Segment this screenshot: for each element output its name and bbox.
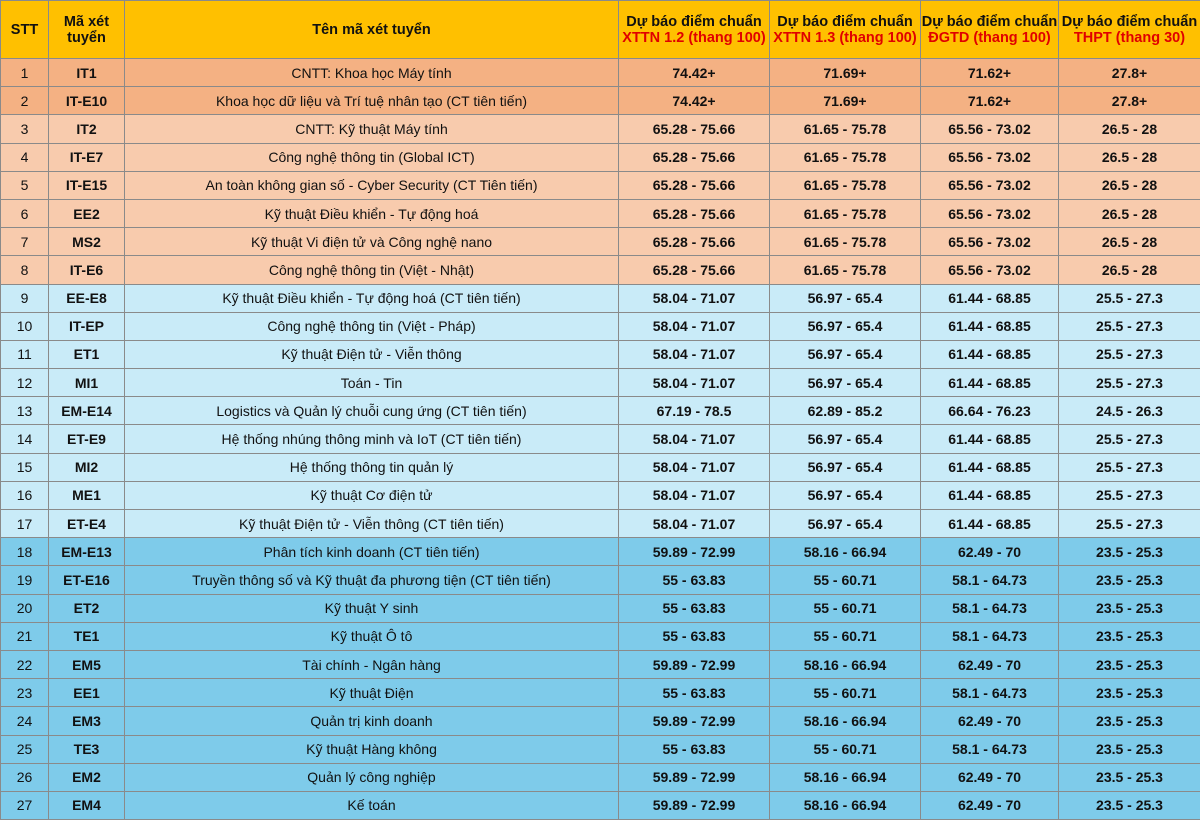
program-name-cell: Công nghệ thông tin (Việt - Pháp) <box>125 312 619 340</box>
header-forecast-label: Dự báo điểm chuẩn <box>921 13 1058 30</box>
table-row <box>1 735 1200 763</box>
code-cell: MI1 <box>49 369 125 397</box>
xttn12-cell: 65.28 - 75.66 <box>619 171 770 199</box>
stt-cell: 16 <box>1 481 49 509</box>
stt-cell: 8 <box>1 256 49 284</box>
table-row <box>1 425 1200 453</box>
table-row <box>1 59 1200 87</box>
table-body <box>1 59 1200 820</box>
xttn13-cell: 61.65 - 75.78 <box>770 256 921 284</box>
xttn12-cell: 59.89 - 72.99 <box>619 791 770 819</box>
xttn12-cell: 58.04 - 71.07 <box>619 312 770 340</box>
xttn13-cell: 55 - 60.71 <box>770 622 921 650</box>
xttn12-cell: 59.89 - 72.99 <box>619 538 770 566</box>
xttn12-cell: 55 - 63.83 <box>619 679 770 707</box>
thpt-cell: 24.5 - 26.3 <box>1059 397 1200 425</box>
code-cell: MI2 <box>49 453 125 481</box>
header-forecast-label: Dự báo điểm chuẩn <box>777 13 913 30</box>
program-name-cell: Phân tích kinh doanh (CT tiên tiến) <box>125 538 619 566</box>
dgtd-cell: 61.44 - 68.85 <box>921 453 1059 481</box>
stt-cell: 6 <box>1 199 49 227</box>
dgtd-cell: 58.1 - 64.73 <box>921 735 1059 763</box>
dgtd-cell: 65.56 - 73.02 <box>921 143 1059 171</box>
table-row <box>1 199 1200 227</box>
table-row <box>1 143 1200 171</box>
program-name-cell: Kế toán <box>125 791 619 819</box>
table-row <box>1 594 1200 622</box>
program-name-cell: Kỹ thuật Điện tử - Viễn thông <box>125 340 619 368</box>
program-name-cell: Logistics và Quản lý chuỗi cung ứng (CT tiên tiến) <box>125 397 619 425</box>
program-name-cell: CNTT: Khoa học Máy tính <box>125 59 619 87</box>
program-name-cell: Công nghệ thông tin (Việt - Nhật) <box>125 256 619 284</box>
thpt-cell: 26.5 - 28 <box>1059 228 1200 256</box>
thpt-cell: 27.8+ <box>1059 87 1200 115</box>
header-name: Tên mã xét tuyển <box>125 1 619 59</box>
code-cell: EM2 <box>49 763 125 791</box>
dgtd-cell: 61.44 - 68.85 <box>921 312 1059 340</box>
xttn13-cell: 61.65 - 75.78 <box>770 199 921 227</box>
dgtd-cell: 58.1 - 64.73 <box>921 566 1059 594</box>
table-row <box>1 284 1200 312</box>
table-row <box>1 397 1200 425</box>
thpt-cell: 26.5 - 28 <box>1059 256 1200 284</box>
stt-cell: 17 <box>1 510 49 538</box>
thpt-cell: 26.5 - 28 <box>1059 143 1200 171</box>
stt-cell: 3 <box>1 115 49 143</box>
stt-cell: 25 <box>1 735 49 763</box>
code-cell: ET-E9 <box>49 425 125 453</box>
xttn12-cell: 58.04 - 71.07 <box>619 510 770 538</box>
stt-cell: 13 <box>1 397 49 425</box>
xttn13-cell: 58.16 - 66.94 <box>770 791 921 819</box>
stt-cell: 15 <box>1 453 49 481</box>
code-cell: EM-E14 <box>49 397 125 425</box>
header-code: Mã xét tuyển <box>49 1 125 59</box>
xttn13-cell: 55 - 60.71 <box>770 594 921 622</box>
xttn13-cell: 56.97 - 65.4 <box>770 369 921 397</box>
table-row <box>1 763 1200 791</box>
xttn12-cell: 65.28 - 75.66 <box>619 143 770 171</box>
program-name-cell: Hệ thống thông tin quản lý <box>125 453 619 481</box>
thpt-cell: 26.5 - 28 <box>1059 171 1200 199</box>
program-name-cell: Kỹ thuật Ô tô <box>125 622 619 650</box>
dgtd-cell: 58.1 - 64.73 <box>921 679 1059 707</box>
program-name-cell: Khoa học dữ liệu và Trí tuệ nhân tạo (CT tiên tiến) <box>125 87 619 115</box>
xttn13-cell: 71.69+ <box>770 59 921 87</box>
table-row <box>1 481 1200 509</box>
dgtd-cell: 71.62+ <box>921 87 1059 115</box>
program-name-cell: CNTT: Kỹ thuật Máy tính <box>125 115 619 143</box>
program-name-cell: An toàn không gian số - Cyber Security (CT Tiên tiến) <box>125 171 619 199</box>
dgtd-cell: 65.56 - 73.02 <box>921 171 1059 199</box>
code-cell: IT2 <box>49 115 125 143</box>
thpt-cell: 23.5 - 25.3 <box>1059 622 1200 650</box>
dgtd-cell: 66.64 - 76.23 <box>921 397 1059 425</box>
thpt-cell: 23.5 - 25.3 <box>1059 566 1200 594</box>
dgtd-cell: 61.44 - 68.85 <box>921 481 1059 509</box>
dgtd-cell: 62.49 - 70 <box>921 650 1059 678</box>
thpt-cell: 23.5 - 25.3 <box>1059 763 1200 791</box>
table-row <box>1 679 1200 707</box>
table-row <box>1 340 1200 368</box>
thpt-cell: 23.5 - 25.3 <box>1059 707 1200 735</box>
thpt-cell: 26.5 - 28 <box>1059 199 1200 227</box>
thpt-cell: 25.5 - 27.3 <box>1059 510 1200 538</box>
table-row <box>1 791 1200 819</box>
table-row <box>1 538 1200 566</box>
program-name-cell: Công nghệ thông tin (Global ICT) <box>125 143 619 171</box>
dgtd-cell: 58.1 - 64.73 <box>921 594 1059 622</box>
xttn12-cell: 65.28 - 75.66 <box>619 256 770 284</box>
xttn12-cell: 65.28 - 75.66 <box>619 228 770 256</box>
code-cell: EE2 <box>49 199 125 227</box>
xttn12-cell: 58.04 - 71.07 <box>619 369 770 397</box>
xttn13-cell: 71.69+ <box>770 87 921 115</box>
header-forecast-label: Dự báo điểm chuẩn <box>626 13 762 30</box>
xttn12-cell: 67.19 - 78.5 <box>619 397 770 425</box>
thpt-cell: 23.5 - 25.3 <box>1059 791 1200 819</box>
header-col2-method: XTTN 1.3 (thang 100) <box>773 29 917 46</box>
stt-cell: 7 <box>1 228 49 256</box>
stt-cell: 27 <box>1 791 49 819</box>
thpt-cell: 25.5 - 27.3 <box>1059 481 1200 509</box>
stt-cell: 2 <box>1 87 49 115</box>
thpt-cell: 23.5 - 25.3 <box>1059 735 1200 763</box>
code-cell: TE3 <box>49 735 125 763</box>
xttn12-cell: 58.04 - 71.07 <box>619 340 770 368</box>
header-forecast-col3 <box>921 1 1059 59</box>
xttn12-cell: 55 - 63.83 <box>619 622 770 650</box>
xttn12-cell: 65.28 - 75.66 <box>619 199 770 227</box>
xttn13-cell: 61.65 - 75.78 <box>770 115 921 143</box>
thpt-cell: 23.5 - 25.3 <box>1059 538 1200 566</box>
xttn12-cell: 58.04 - 71.07 <box>619 284 770 312</box>
code-cell: IT-EP <box>49 312 125 340</box>
xttn12-cell: 74.42+ <box>619 87 770 115</box>
header-col4-method: THPT (thang 30) <box>1073 29 1186 46</box>
header-col3-method: ĐGTD (thang 100) <box>928 29 1051 46</box>
xttn13-cell: 62.89 - 85.2 <box>770 397 921 425</box>
thpt-cell: 27.8+ <box>1059 59 1200 87</box>
code-cell: EM4 <box>49 791 125 819</box>
code-cell: MS2 <box>49 228 125 256</box>
xttn12-cell: 55 - 63.83 <box>619 566 770 594</box>
xttn13-cell: 61.65 - 75.78 <box>770 228 921 256</box>
program-name-cell: Kỹ thuật Vi điện tử và Công nghệ nano <box>125 228 619 256</box>
code-cell: ET1 <box>49 340 125 368</box>
dgtd-cell: 65.56 - 73.02 <box>921 199 1059 227</box>
thpt-cell: 26.5 - 28 <box>1059 115 1200 143</box>
dgtd-cell: 65.56 - 73.02 <box>921 115 1059 143</box>
xttn13-cell: 58.16 - 66.94 <box>770 650 921 678</box>
xttn12-cell: 58.04 - 71.07 <box>619 425 770 453</box>
xttn13-cell: 58.16 - 66.94 <box>770 538 921 566</box>
table-row <box>1 115 1200 143</box>
code-cell: IT1 <box>49 59 125 87</box>
thpt-cell: 23.5 - 25.3 <box>1059 650 1200 678</box>
stt-cell: 23 <box>1 679 49 707</box>
program-name-cell: Kỹ thuật Điều khiển - Tự động hoá (CT tiên tiến) <box>125 284 619 312</box>
xttn12-cell: 74.42+ <box>619 59 770 87</box>
xttn12-cell: 55 - 63.83 <box>619 594 770 622</box>
table-row <box>1 312 1200 340</box>
program-name-cell: Kỹ thuật Y sinh <box>125 594 619 622</box>
dgtd-cell: 62.49 - 70 <box>921 763 1059 791</box>
thpt-cell: 25.5 - 27.3 <box>1059 453 1200 481</box>
header-forecast-col4 <box>1059 1 1200 59</box>
header-forecast-col2 <box>770 1 921 59</box>
thpt-cell: 25.5 - 27.3 <box>1059 284 1200 312</box>
thpt-cell: 23.5 - 25.3 <box>1059 594 1200 622</box>
dgtd-cell: 71.62+ <box>921 59 1059 87</box>
stt-cell: 26 <box>1 763 49 791</box>
dgtd-cell: 62.49 - 70 <box>921 707 1059 735</box>
xttn13-cell: 58.16 - 66.94 <box>770 707 921 735</box>
stt-cell: 22 <box>1 650 49 678</box>
xttn13-cell: 56.97 - 65.4 <box>770 284 921 312</box>
xttn13-cell: 55 - 60.71 <box>770 679 921 707</box>
dgtd-cell: 65.56 - 73.02 <box>921 228 1059 256</box>
table-row <box>1 453 1200 481</box>
code-cell: EM-E13 <box>49 538 125 566</box>
code-cell: IT-E7 <box>49 143 125 171</box>
program-name-cell: Kỹ thuật Điện <box>125 679 619 707</box>
stt-cell: 4 <box>1 143 49 171</box>
xttn13-cell: 61.65 - 75.78 <box>770 171 921 199</box>
code-cell: EM5 <box>49 650 125 678</box>
code-cell: IT-E15 <box>49 171 125 199</box>
dgtd-cell: 61.44 - 68.85 <box>921 425 1059 453</box>
xttn13-cell: 56.97 - 65.4 <box>770 453 921 481</box>
dgtd-cell: 61.44 - 68.85 <box>921 284 1059 312</box>
header-row <box>1 1 1200 59</box>
header-stt: STT <box>1 1 49 59</box>
stt-cell: 12 <box>1 369 49 397</box>
stt-cell: 14 <box>1 425 49 453</box>
header-forecast-col1 <box>619 1 770 59</box>
stt-cell: 24 <box>1 707 49 735</box>
code-cell: EM3 <box>49 707 125 735</box>
xttn13-cell: 56.97 - 65.4 <box>770 425 921 453</box>
code-cell: ET2 <box>49 594 125 622</box>
xttn12-cell: 55 - 63.83 <box>619 735 770 763</box>
code-cell: ME1 <box>49 481 125 509</box>
header-col1-method: XTTN 1.2 (thang 100) <box>622 29 766 46</box>
dgtd-cell: 61.44 - 68.85 <box>921 510 1059 538</box>
xttn13-cell: 56.97 - 65.4 <box>770 510 921 538</box>
xttn12-cell: 65.28 - 75.66 <box>619 115 770 143</box>
code-cell: TE1 <box>49 622 125 650</box>
xttn13-cell: 56.97 - 65.4 <box>770 340 921 368</box>
header-forecast-label: Dự báo điểm chuẩn <box>1061 13 1198 30</box>
dgtd-cell: 62.49 - 70 <box>921 538 1059 566</box>
stt-cell: 5 <box>1 171 49 199</box>
xttn12-cell: 59.89 - 72.99 <box>619 650 770 678</box>
code-cell: EE1 <box>49 679 125 707</box>
stt-cell: 10 <box>1 312 49 340</box>
program-name-cell: Kỹ thuật Điều khiển - Tự động hoá <box>125 199 619 227</box>
dgtd-cell: 65.56 - 73.02 <box>921 256 1059 284</box>
program-name-cell: Kỹ thuật Hàng không <box>125 735 619 763</box>
code-cell: ET-E16 <box>49 566 125 594</box>
table-row <box>1 87 1200 115</box>
table-row <box>1 369 1200 397</box>
xttn12-cell: 58.04 - 71.07 <box>619 481 770 509</box>
program-name-cell: Truyền thông số và Kỹ thuật đa phương tiện (CT tiên tiến) <box>125 566 619 594</box>
thpt-cell: 25.5 - 27.3 <box>1059 312 1200 340</box>
xttn13-cell: 61.65 - 75.78 <box>770 143 921 171</box>
stt-cell: 21 <box>1 622 49 650</box>
program-name-cell: Hệ thống nhúng thông minh và IoT (CT tiên tiến) <box>125 425 619 453</box>
xttn13-cell: 55 - 60.71 <box>770 735 921 763</box>
code-cell: IT-E10 <box>49 87 125 115</box>
thpt-cell: 25.5 - 27.3 <box>1059 340 1200 368</box>
table-row <box>1 510 1200 538</box>
program-name-cell: Kỹ thuật Cơ điện tử <box>125 481 619 509</box>
xttn12-cell: 58.04 - 71.07 <box>619 453 770 481</box>
table-row <box>1 256 1200 284</box>
program-name-cell: Kỹ thuật Điện tử - Viễn thông (CT tiên tiến) <box>125 510 619 538</box>
thpt-cell: 25.5 - 27.3 <box>1059 425 1200 453</box>
table-row <box>1 171 1200 199</box>
table-row <box>1 650 1200 678</box>
xttn13-cell: 56.97 - 65.4 <box>770 481 921 509</box>
thpt-cell: 25.5 - 27.3 <box>1059 369 1200 397</box>
stt-cell: 19 <box>1 566 49 594</box>
table-row <box>1 707 1200 735</box>
program-name-cell: Tài chính - Ngân hàng <box>125 650 619 678</box>
xttn12-cell: 59.89 - 72.99 <box>619 763 770 791</box>
stt-cell: 20 <box>1 594 49 622</box>
code-cell: EE-E8 <box>49 284 125 312</box>
stt-cell: 1 <box>1 59 49 87</box>
program-name-cell: Quản trị kinh doanh <box>125 707 619 735</box>
table-row <box>1 622 1200 650</box>
xttn13-cell: 58.16 - 66.94 <box>770 763 921 791</box>
stt-cell: 18 <box>1 538 49 566</box>
xttn13-cell: 55 - 60.71 <box>770 566 921 594</box>
table-row <box>1 228 1200 256</box>
dgtd-cell: 58.1 - 64.73 <box>921 622 1059 650</box>
program-name-cell: Quản lý công nghiệp <box>125 763 619 791</box>
dgtd-cell: 61.44 - 68.85 <box>921 340 1059 368</box>
code-cell: ET-E4 <box>49 510 125 538</box>
xttn12-cell: 59.89 - 72.99 <box>619 707 770 735</box>
program-name-cell: Toán - Tin <box>125 369 619 397</box>
stt-cell: 11 <box>1 340 49 368</box>
xttn13-cell: 56.97 - 65.4 <box>770 312 921 340</box>
code-cell: IT-E6 <box>49 256 125 284</box>
stt-cell: 9 <box>1 284 49 312</box>
dgtd-cell: 62.49 - 70 <box>921 791 1059 819</box>
table-row <box>1 566 1200 594</box>
dgtd-cell: 61.44 - 68.85 <box>921 369 1059 397</box>
thpt-cell: 23.5 - 25.3 <box>1059 679 1200 707</box>
